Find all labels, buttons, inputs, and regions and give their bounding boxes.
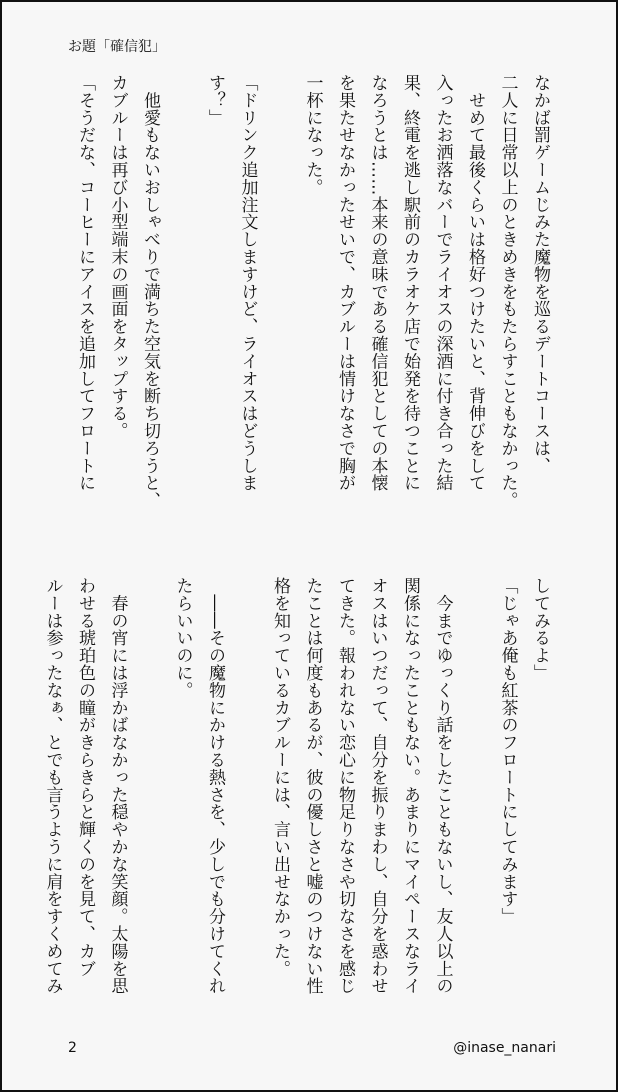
text-column: カブルーは再び小型端末の画面をタップする。 xyxy=(107,74,128,440)
text-column: 格を知っているカブルーには、言い出せなかった。 xyxy=(270,577,290,978)
text-column: ルーは参ったなぁ、とでも言うように肩をすくめてみ xyxy=(42,577,63,995)
text-column: 入ったお洒落なバーでライオスの深酒に付き合った結 xyxy=(432,74,453,492)
page-number: 2 xyxy=(68,1040,77,1056)
text-column: たことは何度もあるが、彼の優しさと嘘のつけない性 xyxy=(302,577,323,995)
text-column: なかば罰ゲームじみた魔物を巡るデートコースは、 xyxy=(530,74,550,475)
text-column: 二人に日常以上のときめきをもたらすこともなかった。 xyxy=(497,74,518,509)
text-column: せめて最後くらいは格好つけたいと、背伸びをして xyxy=(465,74,485,492)
text-column: してみるよ」 xyxy=(530,577,550,682)
text-column: 「じゃあ俺も紅茶のフロートにしてみます」 xyxy=(497,577,518,925)
text-column: 「ドリンク追加注文しますけど、ライオスはどうしま xyxy=(237,74,258,492)
blank-column xyxy=(231,577,264,1025)
text-column: ――その魔物にかける熱さを、少しでも分けてくれ xyxy=(205,577,225,995)
text-column: わせる琥珀色の瞳がきらきらと輝くのを見て、カブ xyxy=(75,577,95,978)
text-column: 「そうだな、コーヒーにアイスを追加してフロートに xyxy=(75,74,95,492)
text-column: 一杯になった。 xyxy=(302,74,323,196)
blank-column xyxy=(166,74,199,522)
text-column: オスはいつだって、自分を振りまわし、自分を惑わせ xyxy=(367,577,388,995)
blank-column xyxy=(264,74,297,522)
text-column: 春の宵には浮かばなかった穏やかな笑顔。太陽を思 xyxy=(107,577,128,995)
page-title: お題「確信犯」 xyxy=(68,39,166,55)
text-column: 関係になったこともない。あまりにマイペースなライ xyxy=(400,577,420,995)
text-column: たらいいのに。 xyxy=(172,577,193,699)
text-column: 他愛もないおしゃべりで満ちた空気を断ち切ろうと、 xyxy=(140,74,160,509)
upper-text-block xyxy=(69,74,557,522)
text-column: 今までゆっくり話をしたこともないし、友人以上の xyxy=(432,577,453,995)
text-column: す？」 xyxy=(205,74,225,127)
author-handle: @inase_nanari xyxy=(453,1040,556,1056)
text-column: なろうとは……本来の意味である確信犯としての本懐 xyxy=(367,74,388,492)
blank-column xyxy=(459,577,492,1025)
text-column: を果たせなかったせいで、カブルーは情けなさで胸が xyxy=(335,74,355,492)
text-column: てきた。報われない恋心に物足りなさや切なさを感じ xyxy=(335,577,355,995)
lower-text-block xyxy=(36,577,556,1025)
text-column: 果、終電を逃し駅前のカラオケ店で始発を待つことに xyxy=(400,74,420,492)
blank-column xyxy=(134,577,167,1025)
